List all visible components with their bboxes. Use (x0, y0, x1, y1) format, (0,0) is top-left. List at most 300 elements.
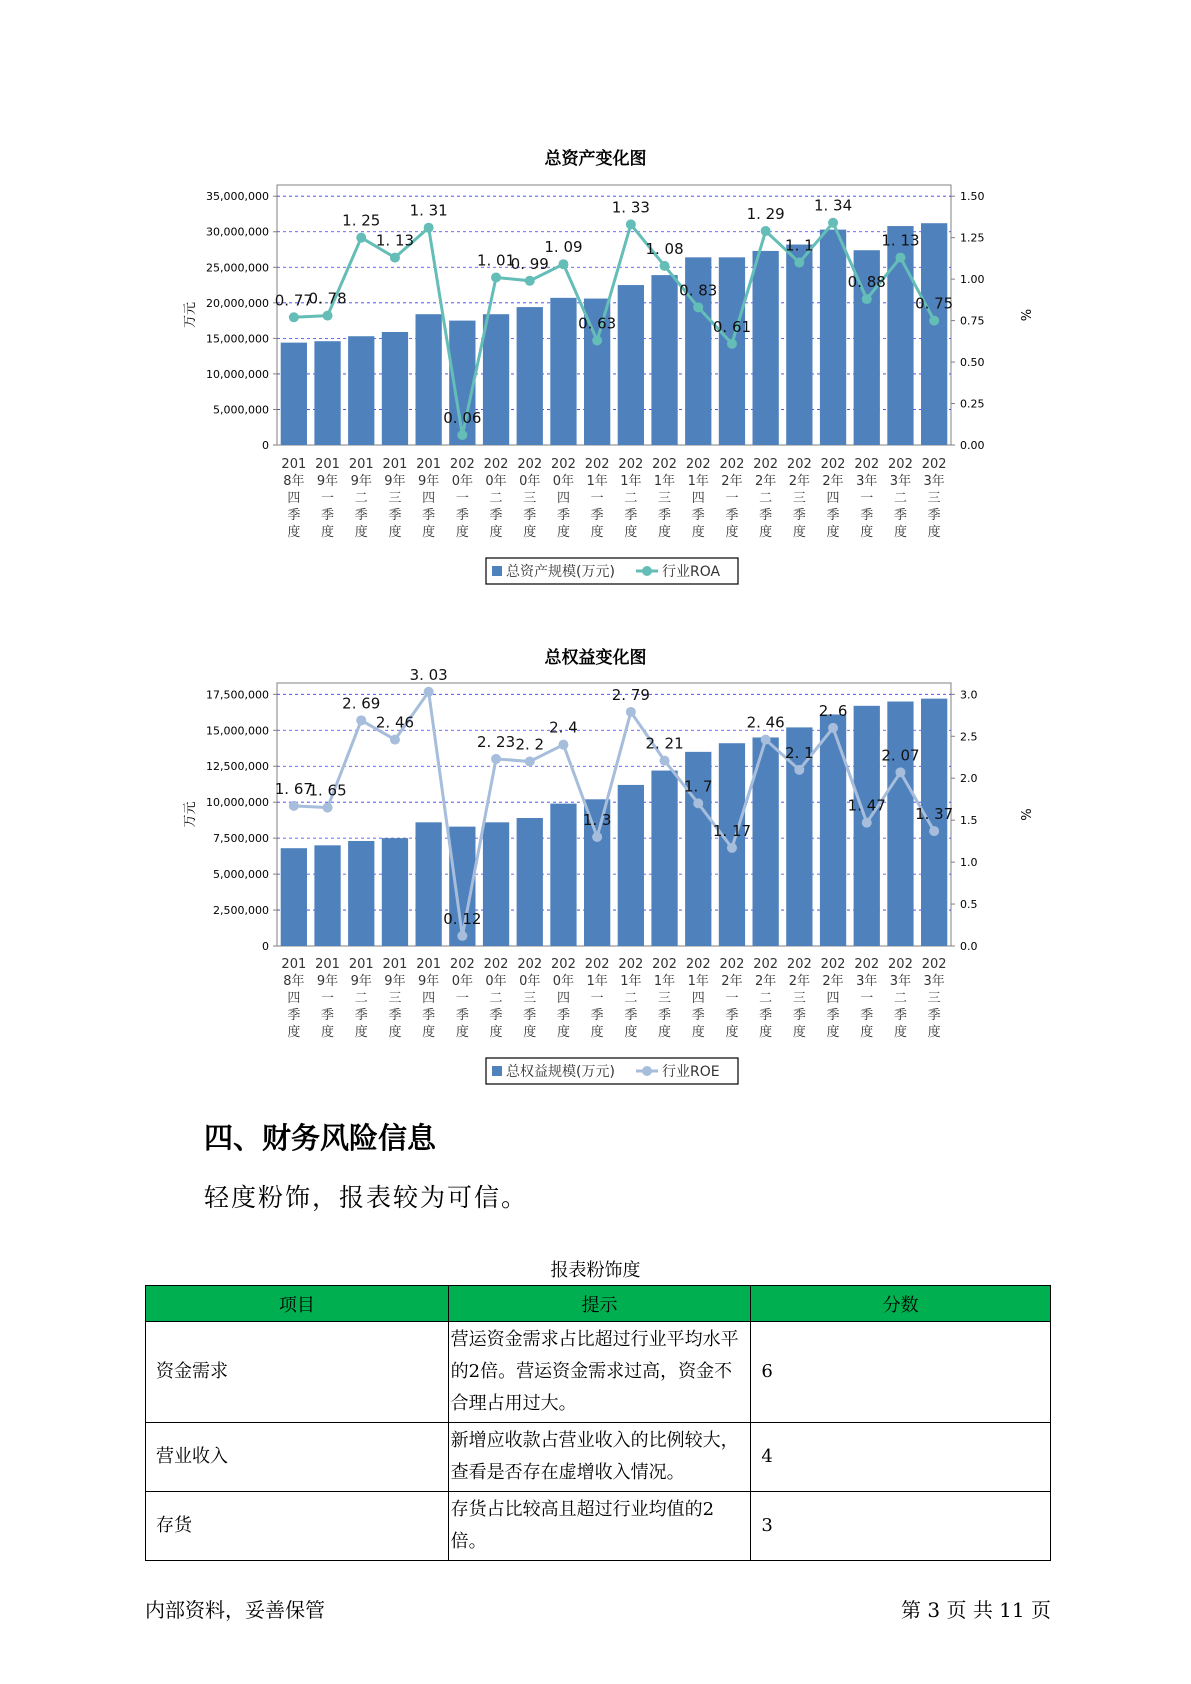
svg-text:季: 季 (321, 508, 335, 523)
svg-text:季: 季 (422, 508, 436, 523)
x-tick-label (484, 957, 509, 1040)
svg-text:季: 季 (860, 508, 874, 523)
y2-tick-label: 0.50 (960, 356, 985, 370)
svg-text:度: 度 (725, 525, 739, 540)
y-tick-label: 35,000,000 (206, 190, 269, 204)
section-heading: 四、财务风险信息 (204, 1121, 437, 1155)
svg-text:度: 度 (893, 525, 907, 540)
legend-bar-swatch (492, 1066, 502, 1076)
svg-text:度: 度 (624, 1025, 638, 1040)
svg-text:2年: 2年 (755, 474, 777, 489)
svg-text:季: 季 (691, 508, 705, 523)
data-label: 1. 31 (409, 201, 448, 220)
svg-text:季: 季 (590, 508, 604, 523)
x-tick-label (450, 957, 475, 1040)
svg-text:季: 季 (354, 508, 368, 523)
svg-text:三: 三 (388, 991, 402, 1006)
svg-text:季: 季 (354, 1008, 368, 1023)
svg-text:度: 度 (489, 1025, 503, 1040)
y2-tick-label: 1.50 (960, 190, 985, 204)
data-label: 1. 13 (375, 231, 415, 250)
svg-text:202: 202 (483, 457, 509, 472)
row-item: 营业收入 (146, 1423, 449, 1492)
svg-text:202: 202 (854, 457, 880, 472)
y-tick-label: 12,500,000 (206, 760, 269, 774)
data-label: 1. 29 (746, 205, 785, 224)
svg-text:四: 四 (691, 991, 705, 1006)
svg-text:度: 度 (691, 1025, 705, 1040)
svg-text:一: 一 (455, 491, 469, 506)
svg-text:四: 四 (422, 991, 436, 1006)
svg-text:季: 季 (489, 1008, 503, 1023)
svg-text:度: 度 (556, 1025, 570, 1040)
footer-page-number: 第 3 页 共 11 页 (901, 1598, 1051, 1622)
svg-text:度: 度 (455, 1025, 469, 1040)
svg-text:二: 二 (489, 991, 503, 1006)
svg-text:度: 度 (725, 1025, 739, 1040)
y-tick-label: 20,000,000 (206, 296, 269, 310)
legend-bar-label: 总权益规模(万元) (506, 1064, 615, 1080)
svg-text:度: 度 (826, 1025, 840, 1040)
svg-text:3年: 3年 (856, 474, 878, 489)
svg-text:8年: 8年 (283, 474, 305, 489)
data-label: 0. 77 (274, 291, 313, 310)
svg-text:一: 一 (590, 991, 604, 1006)
y-tick-label: 5,000,000 (213, 403, 269, 417)
svg-text:季: 季 (725, 508, 739, 523)
svg-text:二: 二 (354, 491, 368, 506)
line-point (828, 723, 838, 733)
svg-text:2年: 2年 (822, 474, 844, 489)
y-tick-label: 25,000,000 (206, 261, 269, 275)
row-hint: 营运资金需求占比超过行业平均水平的2倍。营运资金需求过高，资金不合理占用过大。 (448, 1322, 751, 1423)
data-label: 0. 12 (443, 909, 482, 928)
svg-text:四: 四 (556, 491, 570, 506)
svg-text:季: 季 (826, 508, 840, 523)
bar (550, 804, 576, 946)
svg-text:季: 季 (792, 1008, 806, 1023)
svg-text:二: 二 (354, 991, 368, 1006)
data-label: 0. 63 (578, 314, 617, 333)
data-label: 1. 1 (785, 236, 814, 255)
line-point (424, 687, 434, 697)
svg-text:9年: 9年 (350, 974, 372, 989)
x-tick-label (551, 957, 576, 1040)
svg-text:度: 度 (523, 525, 537, 540)
x-tick-label (686, 957, 711, 1040)
header-score: 分数 (751, 1286, 1051, 1322)
svg-text:三: 三 (523, 491, 537, 506)
svg-text:度: 度 (287, 525, 301, 540)
x-tick-label (416, 957, 441, 1040)
svg-text:202: 202 (786, 957, 812, 972)
line-point (525, 756, 535, 766)
svg-text:0年: 0年 (552, 474, 575, 489)
svg-text:度: 度 (826, 525, 840, 540)
svg-text:0年: 0年 (451, 974, 473, 989)
svg-text:度: 度 (624, 525, 638, 540)
svg-text:202: 202 (888, 957, 913, 972)
svg-text:度: 度 (658, 1025, 672, 1040)
bar (651, 771, 677, 946)
svg-text:2年: 2年 (822, 974, 844, 989)
data-label: 2. 6 (818, 701, 848, 720)
svg-text:202: 202 (685, 457, 711, 472)
footer-confidential: 内部资料，妥善保管 (145, 1598, 325, 1622)
svg-text:1年: 1年 (653, 474, 676, 489)
svg-text:度: 度 (759, 1025, 773, 1040)
svg-text:201: 201 (348, 457, 374, 472)
svg-text:3年: 3年 (856, 974, 878, 989)
legend-line-label: 行业ROE (662, 1064, 720, 1080)
y-tick-label: 0 (262, 439, 269, 452)
data-label: 2. 69 (342, 694, 381, 713)
data-label: 1. 67 (274, 779, 313, 798)
table-row (146, 1322, 1051, 1423)
svg-text:202: 202 (652, 457, 677, 472)
line-point (289, 801, 299, 811)
svg-text:202: 202 (888, 457, 913, 472)
svg-text:201: 201 (315, 957, 340, 972)
table-header-row (146, 1286, 1051, 1322)
svg-text:1年: 1年 (586, 474, 608, 489)
svg-text:季: 季 (792, 508, 806, 523)
svg-text:季: 季 (287, 1008, 301, 1023)
svg-text:二: 二 (893, 991, 907, 1006)
svg-text:度: 度 (792, 525, 806, 540)
svg-text:202: 202 (854, 957, 880, 972)
row-score: 4 (751, 1423, 1051, 1492)
y-tick-label: 30,000,000 (206, 225, 269, 239)
data-label: 1. 65 (308, 781, 347, 800)
svg-text:202: 202 (618, 957, 644, 972)
svg-text:季: 季 (860, 1008, 874, 1023)
line-point (727, 843, 737, 853)
x-tick-label (888, 957, 913, 1040)
svg-text:三: 三 (523, 991, 537, 1006)
svg-text:度: 度 (287, 1025, 301, 1040)
x-tick-label (383, 957, 408, 1040)
x-tick-label (349, 957, 374, 1040)
chart-title-total-assets: 总资产变化图 (544, 149, 647, 169)
line-point (626, 707, 636, 717)
data-label: 0. 78 (308, 289, 347, 308)
x-tick-label (753, 957, 778, 1040)
y2-tick-label: 1.0 (960, 856, 978, 870)
y2-tick-label: 0.5 (960, 898, 978, 912)
y-tick-label: 7,500,000 (213, 832, 269, 846)
bar (483, 822, 509, 946)
bar (820, 714, 846, 946)
x-tick-label (315, 957, 340, 1040)
bar (281, 848, 307, 946)
svg-text:二: 二 (893, 491, 907, 506)
svg-text:度: 度 (691, 525, 705, 540)
data-label: 3. 03 (409, 665, 448, 684)
svg-text:度: 度 (321, 1025, 335, 1040)
svg-text:四: 四 (556, 991, 570, 1006)
svg-text:一: 一 (455, 991, 469, 1006)
bar (416, 822, 442, 946)
svg-text:季: 季 (455, 1008, 469, 1023)
svg-text:四: 四 (691, 491, 705, 506)
line-point (693, 798, 703, 808)
svg-text:季: 季 (658, 508, 672, 523)
svg-text:3年: 3年 (889, 474, 912, 489)
svg-text:201: 201 (281, 957, 307, 972)
risk-summary: 轻度粉饰，报表较为可信。 (204, 1183, 529, 1212)
svg-text:季: 季 (489, 508, 503, 523)
row-item: 资金需求 (146, 1322, 449, 1423)
svg-text:一: 一 (725, 991, 739, 1006)
svg-text:202: 202 (753, 957, 779, 972)
y2-tick-label: 2.0 (960, 772, 978, 786)
svg-text:3年: 3年 (923, 474, 945, 489)
bar (348, 841, 374, 946)
svg-text:一: 一 (321, 491, 335, 506)
svg-text:1年: 1年 (620, 474, 642, 489)
x-tick-label (618, 957, 643, 1040)
svg-text:2年: 2年 (721, 974, 743, 989)
data-label: 0. 83 (679, 281, 718, 300)
svg-text:2年: 2年 (721, 474, 743, 489)
svg-text:201: 201 (315, 457, 340, 472)
x-tick-label (517, 957, 542, 1040)
y2-tick-label: 0.75 (960, 314, 985, 328)
y-tick-label: 5,000,000 (213, 868, 269, 882)
svg-text:四: 四 (826, 491, 840, 506)
data-label: 1. 25 (342, 211, 381, 230)
data-label: 2. 1 (785, 743, 814, 762)
y-tick-label: 15,000,000 (206, 724, 269, 738)
svg-text:9年: 9年 (316, 974, 339, 989)
svg-text:1年: 1年 (653, 974, 676, 989)
data-label: 1. 33 (611, 198, 650, 217)
svg-text:季: 季 (927, 508, 941, 523)
svg-text:季: 季 (658, 1008, 672, 1023)
data-label: 0. 88 (847, 273, 886, 292)
svg-text:季: 季 (455, 508, 469, 523)
legend-bar-label: 总资产规模(万元) (506, 564, 615, 580)
svg-text:202: 202 (517, 457, 543, 472)
svg-text:202: 202 (618, 457, 644, 472)
svg-text:三: 三 (658, 991, 672, 1006)
svg-text:201: 201 (382, 957, 408, 972)
svg-text:201: 201 (348, 957, 374, 972)
svg-text:二: 二 (489, 491, 503, 506)
x-tick-label (787, 957, 812, 1040)
svg-text:202: 202 (483, 957, 509, 972)
svg-text:季: 季 (893, 508, 907, 523)
svg-text:8年: 8年 (283, 974, 305, 989)
svg-text:202: 202 (820, 957, 846, 972)
svg-text:三: 三 (927, 491, 941, 506)
row-hint: 新增应收款占营业收入的比例较大，查看是否存在虚增收入情况。 (448, 1423, 751, 1492)
data-label: 1. 13 (881, 231, 920, 250)
y2-tick-label: 0.25 (960, 397, 985, 411)
svg-text:四: 四 (422, 491, 436, 506)
svg-text:度: 度 (590, 525, 604, 540)
data-label: 1. 7 (683, 777, 713, 796)
svg-text:202: 202 (551, 957, 576, 972)
svg-text:0年: 0年 (485, 474, 507, 489)
svg-text:0年: 0年 (519, 974, 541, 989)
y2-axis-label: % (1017, 808, 1032, 821)
data-label: 1. 08 (645, 239, 684, 258)
line-point (323, 803, 333, 813)
x-tick-label (854, 957, 879, 1040)
svg-text:度: 度 (759, 525, 773, 540)
bar (517, 818, 543, 946)
svg-text:季: 季 (556, 1008, 570, 1023)
svg-text:9年: 9年 (316, 474, 339, 489)
svg-text:季: 季 (523, 508, 537, 523)
x-tick-label (720, 957, 745, 1040)
svg-text:季: 季 (388, 508, 402, 523)
svg-text:二: 二 (624, 991, 638, 1006)
y2-tick-label: 3.0 (960, 688, 978, 702)
svg-text:201: 201 (416, 457, 442, 472)
line-point (929, 826, 939, 836)
svg-text:三: 三 (927, 991, 941, 1006)
svg-text:三: 三 (658, 491, 672, 506)
svg-text:3年: 3年 (889, 974, 912, 989)
svg-text:202: 202 (551, 457, 576, 472)
svg-text:度: 度 (354, 525, 368, 540)
bar (887, 702, 913, 946)
svg-text:三: 三 (792, 491, 806, 506)
svg-text:度: 度 (321, 525, 335, 540)
line-point (895, 767, 905, 777)
svg-text:度: 度 (523, 1025, 537, 1040)
svg-text:2年: 2年 (788, 474, 810, 489)
svg-text:季: 季 (590, 1008, 604, 1023)
svg-text:201: 201 (281, 457, 307, 472)
svg-text:季: 季 (691, 1008, 705, 1023)
y-tick-label: 10,000,000 (206, 796, 269, 810)
row-item: 存货 (146, 1492, 449, 1561)
svg-text:202: 202 (685, 957, 711, 972)
x-tick-label (821, 957, 846, 1040)
data-label: 0. 06 (443, 409, 482, 428)
data-label: 2. 21 (645, 734, 684, 753)
svg-text:2年: 2年 (788, 974, 810, 989)
svg-text:季: 季 (321, 1008, 335, 1023)
svg-text:度: 度 (388, 1025, 402, 1040)
legend-line-marker (642, 1066, 652, 1076)
svg-text:一: 一 (321, 991, 335, 1006)
data-label: 2. 4 (549, 718, 578, 737)
bar (314, 845, 340, 946)
data-label: 2. 46 (375, 713, 415, 732)
line-point (390, 735, 400, 745)
svg-text:度: 度 (860, 525, 874, 540)
y2-tick-label: 2.5 (960, 730, 978, 744)
data-label: 2. 07 (881, 746, 920, 765)
svg-text:度: 度 (388, 525, 402, 540)
x-tick-label (281, 957, 306, 1040)
line-point (761, 735, 771, 745)
line-point (558, 740, 568, 750)
svg-text:度: 度 (556, 525, 570, 540)
svg-text:季: 季 (556, 508, 570, 523)
svg-text:9年: 9年 (418, 474, 440, 489)
y-tick-label: 15,000,000 (206, 332, 269, 346)
svg-text:四: 四 (826, 991, 840, 1006)
data-label: 1. 3 (582, 810, 612, 829)
y2-axis-label: % (1017, 308, 1032, 322)
svg-text:季: 季 (893, 1008, 907, 1023)
svg-text:一: 一 (860, 491, 874, 506)
svg-text:季: 季 (523, 1008, 537, 1023)
svg-text:度: 度 (658, 525, 672, 540)
svg-text:度: 度 (927, 525, 941, 540)
data-label: 2. 2 (515, 735, 545, 754)
y-tick-label: 2,500,000 (213, 904, 269, 918)
header-hint: 提示 (448, 1286, 751, 1322)
svg-text:度: 度 (860, 1025, 874, 1040)
svg-text:季: 季 (927, 1008, 941, 1023)
line-point (592, 832, 602, 842)
svg-text:度: 度 (489, 525, 503, 540)
data-label: 2. 79 (611, 685, 650, 704)
legend-line-label: 行业ROA (662, 564, 721, 580)
x-tick-label (922, 957, 947, 1040)
data-label: 1. 09 (544, 238, 583, 257)
svg-text:202: 202 (786, 457, 812, 472)
svg-text:一: 一 (590, 491, 604, 506)
svg-text:202: 202 (719, 457, 745, 472)
risk-table (145, 1285, 1051, 1561)
svg-text:202: 202 (584, 957, 610, 972)
svg-text:202: 202 (449, 457, 475, 472)
svg-text:度: 度 (893, 1025, 907, 1040)
svg-text:季: 季 (759, 1008, 773, 1023)
svg-text:度: 度 (354, 1025, 368, 1040)
bar (382, 838, 408, 946)
svg-text:季: 季 (725, 1008, 739, 1023)
y2-tick-label: 0.0 (960, 940, 978, 953)
svg-text:202: 202 (449, 957, 475, 972)
svg-text:202: 202 (921, 457, 947, 472)
data-label: 0. 75 (915, 294, 954, 313)
svg-text:0年: 0年 (519, 474, 541, 489)
y-tick-label: 17,500,000 (206, 688, 269, 702)
data-label: 0. 61 (712, 317, 752, 336)
y2-tick-label: 1.25 (960, 231, 985, 245)
table-caption: 报表粉饰度 (550, 1260, 641, 1281)
data-label: 1. 47 (847, 796, 886, 815)
svg-text:3年: 3年 (923, 974, 945, 989)
y-axis-label: 万元 (183, 801, 198, 828)
row-score: 3 (751, 1492, 1051, 1561)
svg-text:2年: 2年 (755, 974, 777, 989)
svg-text:一: 一 (725, 491, 739, 506)
svg-text:202: 202 (753, 457, 779, 472)
svg-text:四: 四 (287, 991, 301, 1006)
svg-text:202: 202 (820, 457, 846, 472)
y-tick-label: 10,000,000 (206, 367, 269, 381)
svg-text:季: 季 (624, 1008, 638, 1023)
svg-text:202: 202 (652, 957, 677, 972)
line-point (794, 765, 804, 775)
chart-title-total-equity: 总权益变化图 (544, 648, 647, 668)
x-tick-label (585, 957, 610, 1040)
svg-text:季: 季 (287, 508, 301, 523)
svg-text:9年: 9年 (384, 474, 406, 489)
line-point (491, 754, 501, 764)
svg-text:度: 度 (455, 525, 469, 540)
